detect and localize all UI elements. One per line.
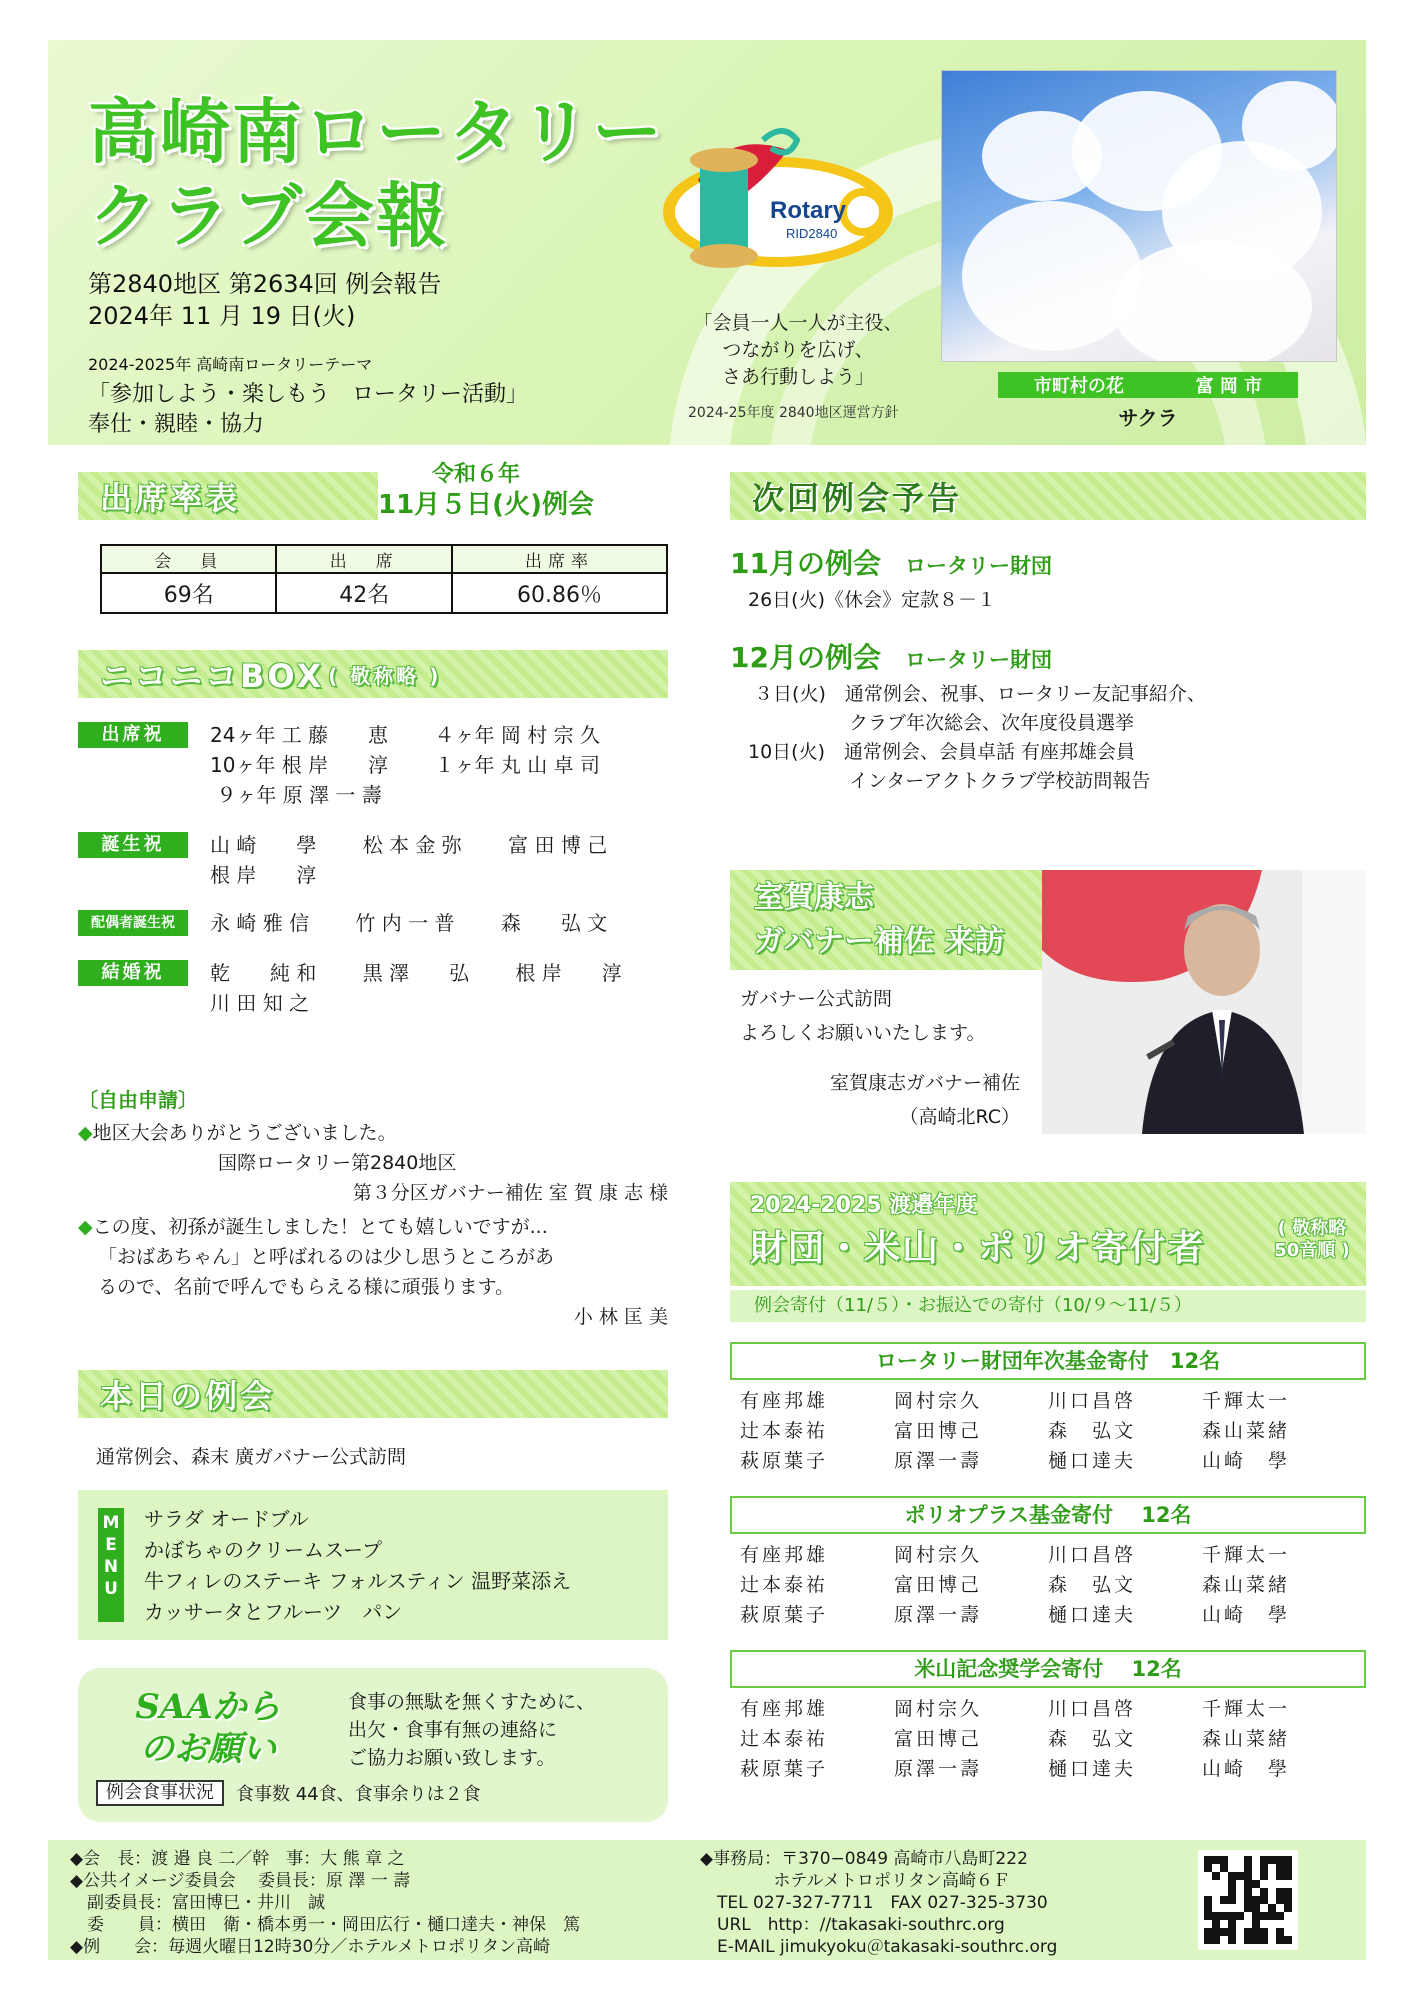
fund-title: ロータリー財団年次基金寄付 12名 [730,1342,1366,1380]
menu-item: 牛フィレのステーキ フォルスティン 温野菜添え [144,1569,572,1593]
menu-list [144,1504,571,1628]
nikoniko-tag: 誕生祝 [78,832,188,858]
newsletter-page [48,40,1366,1960]
governor-heading: 室賀康志 ガバナー補佐 来訪 [730,870,1200,970]
attendance-table [100,544,668,614]
saa-request-box [78,1668,668,1822]
governor-signature: 室賀康志ガバナー補佐 （高崎北RC） [829,1072,1020,1128]
saa-description: 食事の無駄を無くすために、 出欠・食事有無の連絡に ご協力お願い致します。 [348,1691,596,1769]
next-meeting-heading: 次回例会予告 [730,472,1366,520]
december-meeting-schedule: ３日(火) 通常例会、祝事、ロータリー友記事紹介、 クラブ年次総会、次年度役員選挙 10日(火) 通常例会、会員卓話 有座邦雄会員 インターアクトクラブ学校訪問報告 [748,683,1206,792]
donations-title: 財団・米山・ポリオ寄付者 [750,1228,1206,1269]
governor-message: ガバナー公式訪問 よろしくお願いいたします。 [740,988,986,1044]
att-header-rate: 出席率 [452,545,667,573]
footer-contact: ◆事務局：〒370−0849 高崎市八島町222 ホテルメトロポリタン高崎６Ｆ TEL 027-327-7711 FAX 027-325-3730 URL http：//takasaki-southrc.org E-MAIL jimukyoku＠takasaki-southrc.org [700,1849,1058,1957]
fund-yoneyama [730,1650,1366,1784]
donations-year: 2024-2025 渡邉年度 [750,1193,978,1218]
date-line: 2024年 11 月 19 日(火) [88,302,356,330]
att-members: 69名 [101,573,276,613]
menu-box [78,1490,668,1640]
nikoniko-names: 乾 純 和 黒 澤 弘 根 岸 淳 川 田 知 之 [210,961,622,1015]
theme-line-2: 奉仕・親睦・協力 [88,412,265,437]
donations-heading [730,1182,1366,1286]
meal-status [96,1780,481,1806]
menu-item: カッサータとフルーツ パン [144,1600,403,1624]
donations-note: ( 敬称略 50音順 ) [1274,1218,1350,1261]
logo-text: Rotary [770,197,847,224]
nikoniko-names: 山 崎 學 松 本 金 弥 富 田 博 己 根 岸 淳 [210,833,608,887]
club-theme [88,350,528,440]
nikoniko-group [78,958,668,1022]
flower-label: 市町村の花 富 岡 市 [998,372,1298,398]
today-description: 通常例会、森末 廣ガバナー公式訪問 [96,1446,407,1468]
saa-title: SAAから のお願い [135,1687,281,1769]
today-heading: 本日の例会 [78,1370,668,1418]
theme-line-1: 「参加しよう・楽しもう ロータリー活動」 [88,382,529,407]
footer [48,1840,1366,1960]
meeting-info [88,268,441,332]
district-motto: 「会員一人一人が主役、 つながりを広げ、 さあ行動しよう」 [693,312,903,388]
fund-donor-grid: 有座邦雄 岡村宗久 川口昌啓 千輝太一 辻本泰祐 富田博己 森 弘文 森山菜緒 萩原葉子 原澤一壽 樋口達夫 山崎 學 [740,1390,1291,1472]
nikoniko-names: 24ヶ年 工 藤 恵 ４ヶ年 岡 村 宗 久 10ヶ年 根 岸 淳 １ヶ年 丸 山 卓 司 ９ヶ年 原 澤 一 壽 [210,723,600,807]
donations-period: 例会寄付（11/５）・お振込での寄付（10/９～11/５） [730,1290,1366,1322]
diamond-bullet-icon: ◆ [78,1216,93,1238]
free-entry-2: ◆この度、初孫が誕生しました！とても嬉しいですが... 「おばあちゃん」と呼ばれるのは少し思うところがあ るので、名前で呼んでもらえる様に頑張ります。 小 林 匡 美 [78,1216,668,1328]
meal-status-text: 食事数 44食、食事余りは２食 [236,1784,481,1805]
menu-item: サラダ オードブル [144,1507,309,1531]
nikoniko-heading: ニコニコBOX ( 敬称略 ) [78,650,668,698]
motto-source: 2024-25年度 2840地区運営方針 [688,405,899,421]
nikoniko-tag: 出席祝 [78,722,188,748]
fund-rotary-foundation [730,1342,1366,1476]
governor-visit [730,870,1366,1134]
att-present: 42名 [276,573,451,613]
att-header-present: 出 席 [276,545,451,573]
nikoniko-tag: 配偶者誕生祝 [78,910,188,936]
free-application-heading: 〔自由申請〕 [78,1088,198,1112]
fund-title: ポリオプラス基金寄付 12名 [730,1496,1366,1534]
rotary-thread-logo [658,120,898,280]
nikoniko-group [78,720,668,816]
december-meeting-title: 12月の例会 ロータリー財団 [730,641,1052,674]
newsletter-title: 高崎南ロータリー クラブ会報 [88,91,664,257]
november-meeting-title: 11月の例会 ロータリー財団 [730,547,1052,580]
footer-officers: ◆会 長：渡 邉 良 二／幹 事：大 熊 章 之 ◆公共イメージ委員会 委員長：原 澤 一 壽 副委員長：富田博巳・井川 誠 委 員：横田 衛・橋本勇一・岡田広行・樋口達夫・神保 篤 ◆例 会：毎週火曜日12時30分／ホテルメトロポリタン高崎 [70,1849,580,1957]
menu-vertical-tag: M E N U [98,1508,124,1622]
nikoniko-group [78,830,668,894]
district-line: 第2840地区 第2634回 例会報告 [88,270,442,298]
fund-title: 米山記念奨学会寄付 12名 [730,1650,1366,1688]
masthead [48,40,1366,445]
fund-donor-grid: 有座邦雄 岡村宗久 川口昌啓 千輝太一 辻本泰祐 富田博己 森 弘文 森山菜緒 萩原葉子 原澤一壽 樋口達夫 山崎 學 [740,1544,1291,1626]
att-rate: 60.86％ [452,573,667,613]
cherry-blossom-photo [941,70,1337,362]
governor-photo [1042,870,1366,1134]
theme-label: 2024-2025年 高崎南ロータリーテーマ [88,355,373,374]
meal-status-label: 例会食事状況 [96,1780,224,1806]
attendance-heading: 出席率表 [78,472,378,520]
menu-item: かぼちゃのクリームスープ [144,1538,382,1562]
diamond-bullet-icon: ◆ [78,1122,93,1144]
fund-donor-grid: 有座邦雄 岡村宗久 川口昌啓 千輝太一 辻本泰祐 富田博己 森 弘文 森山菜緒 萩原葉子 原澤一壽 樋口達夫 山崎 學 [740,1698,1291,1780]
attendance-date: 令和６年 11月５日(火)例会 [378,462,594,520]
qr-code-icon[interactable] [1198,1850,1298,1950]
fund-polio-plus [730,1496,1366,1630]
november-meeting-schedule: 26日(火)《休会》定款８－１ [748,589,997,611]
att-header-members: 会 員 [101,545,276,573]
nikoniko-tag: 結婚祝 [78,960,188,986]
free-entry-1: ◆地区大会ありがとうございました。 国際ロータリー第2840地区 第３分区ガバナー補佐 室 賀 康 志 様 [78,1122,668,1204]
nikoniko-names: 永 崎 雅 信 竹 内 一 普 森 弘 文 [210,911,608,935]
logo-sub: RID2840 [786,226,838,241]
nikoniko-group [78,908,668,940]
flower-name: サクラ [1118,406,1178,430]
